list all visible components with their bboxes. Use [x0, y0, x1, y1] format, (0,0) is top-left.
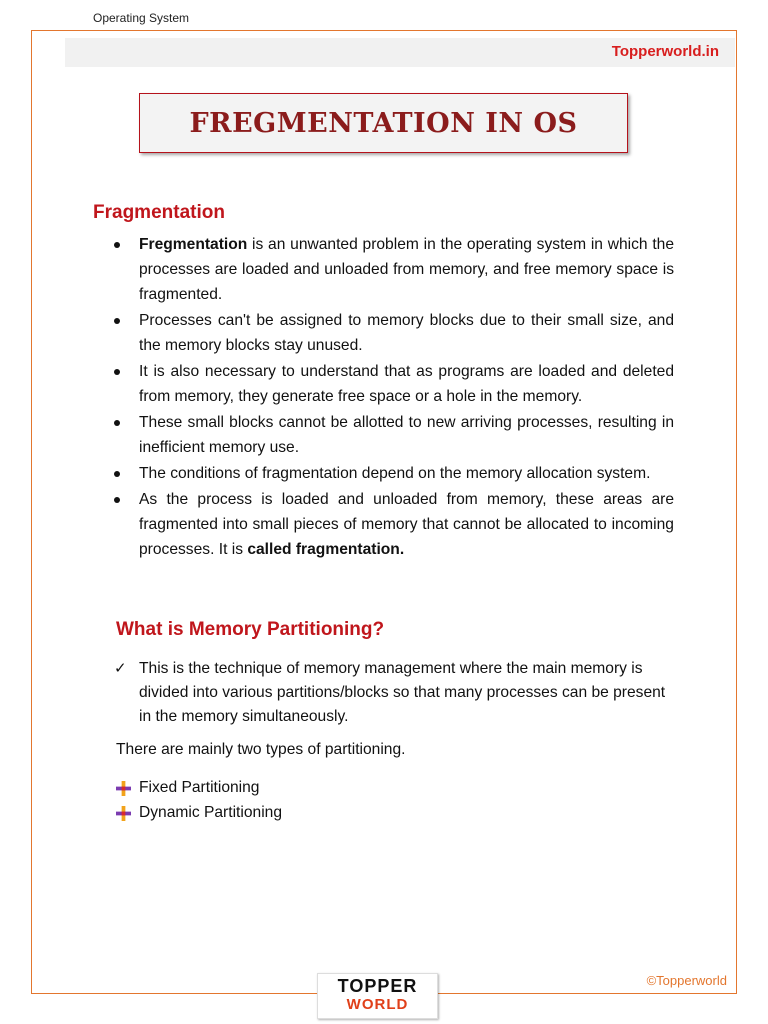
- brand-link[interactable]: Topperworld.in: [611, 43, 719, 60]
- bullet-text: is an unwanted problem in the operating system in which the processes are loaded and unloaded from memory, and free memory space is fragmented.: [139, 236, 674, 303]
- bullet-icon: [114, 242, 120, 248]
- running-header: Operating System: [93, 11, 190, 25]
- bold-term: called fragmentation.: [247, 541, 405, 558]
- copyright-text: ©Topperworld: [646, 973, 727, 988]
- cross-bullet-icon: [116, 806, 131, 821]
- list-item: [114, 359, 674, 409]
- brand-bar: [65, 38, 735, 67]
- fragmentation-bullet-list: [114, 232, 674, 563]
- bullet-text: These small blocks cannot be allotted to new arriving processes, resulting in inefficient memory use.: [139, 414, 674, 456]
- type-label: Dynamic Partitioning: [139, 804, 283, 821]
- bullet-icon: [114, 420, 120, 426]
- bullet-text: Processes can't be assigned to memory blocks due to their small size, and the memory blocks stay unused.: [139, 312, 674, 354]
- bullet-icon: [114, 318, 120, 324]
- bullet-icon: [114, 369, 120, 375]
- bullet-text: It is also necessary to understand that as programs are loaded and deleted from memory, they generate free space or a hole in the memory.: [139, 363, 674, 405]
- type-label: Fixed Partitioning: [139, 779, 260, 796]
- bullet-text: As the process is loaded and unloaded from memory, these areas are fragmented into small pieces of memory that cannot be allocated to incoming processes. It is: [139, 491, 674, 558]
- checkmark-icon: ✓: [114, 660, 127, 677]
- check-list-item: [114, 657, 674, 729]
- list-item: [114, 232, 674, 307]
- topperworld-logo: [317, 973, 438, 1019]
- title-box: [139, 93, 628, 153]
- bold-term: Fregmentation: [139, 236, 248, 253]
- section-heading-memory-partitioning: What is Memory Partitioning?: [116, 619, 385, 640]
- logo-bottom-text: WORLD: [346, 996, 409, 1013]
- check-text: This is the technique of memory management where the main memory is divided into various partitions/blocks so that many processes can be present in the memory simultaneously.: [139, 660, 666, 725]
- list-item: [114, 461, 674, 486]
- logo-top-text: TOPPER: [337, 976, 418, 996]
- list-item: [114, 308, 674, 358]
- list-item: [114, 775, 282, 800]
- page-title: FREGMENTATION IN OS: [189, 107, 578, 139]
- section-heading-fragmentation: Fragmentation: [93, 202, 225, 223]
- list-item: [114, 487, 674, 562]
- bullet-icon: [114, 497, 120, 503]
- bullet-icon: [114, 471, 120, 477]
- partition-types-list: [114, 775, 282, 825]
- partition-intro: There are mainly two types of partitioning.: [116, 741, 406, 758]
- cross-bullet-icon: [116, 781, 131, 796]
- list-item: [114, 800, 282, 825]
- bullet-text: The conditions of fragmentation depend on the memory allocation system.: [139, 465, 651, 482]
- list-item: [114, 410, 674, 460]
